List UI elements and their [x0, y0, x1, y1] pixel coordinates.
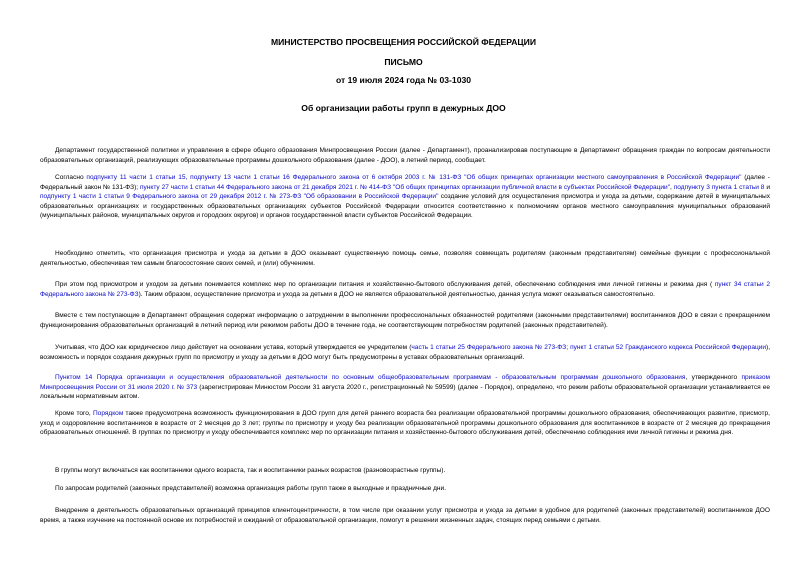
paragraph-10: По запросам родителей (законных представителей) возможна организация работы групп также в выходные и праздничные дни. — [55, 485, 447, 492]
text-run: Учитывая, что ДОО как юридическое лицо действует на основании устава, который утверждается ее учредителем ( — [55, 344, 412, 351]
document-title: Об организации работы групп в дежурных ДОО — [301, 103, 506, 113]
document-date-number: от 19 июля 2024 года № 03-1030 — [335, 75, 472, 85]
law-link[interactable]: пункту 27 части 1 статьи 44 Федерального закона от 21 декабря 2021 г. № 414-ФЗ "Об общих принципах организации публичной власти в субъектах Российской Федерации" — [139, 183, 671, 191]
document-type: ПИСЬМО — [384, 57, 423, 67]
law-link[interactable]: пункт 34 статьи 2 Федерального закона № 273-ФЗ — [40, 281, 770, 298]
law-link[interactable]: подпункту 3 пункта 1 статьи 8 — [673, 183, 765, 191]
text-run: (зарегистрирован Минюстом России 31 августа 2020 г., регистрационный № 59599) (далее - Порядок), определено, что режим работы образовательной организации устанавливается ее локальным нормативным актом. — [40, 383, 770, 400]
text-run: ), возможность и порядок создания дежурных групп по присмотру и уходу за детьми в ДОО могут быть предусмотрены в уставах образовательных организаций. — [40, 344, 771, 361]
paragraph-3: Необходимо отметить, что организация присмотра и ухода за детьми в ДОО оказывает существенную помощь семье, позволяя совмещать родителям (законным представителям) семейные функции с профессиональной деятельностью, обеспечивая тем самым благосостояние своих семей, и (или) обучением. — [40, 250, 770, 267]
paragraph-7 — [40, 373, 770, 402]
paragraph-2 — [40, 173, 770, 221]
paragraph-5: Вместе с тем поступающие в Департамент обращения содержат информацию о затруднении в выполнении профессиональных обязанностей родителями (законными представителями) воспитанников ДОО в связи с прекращением функционирования образовательных организаций в летний период или режимом работы ДОО в течение года, не соответствующим потребностям родителей (законных представителей). — [40, 312, 770, 329]
law-link[interactable]: Пунктом 14 Порядка организации и осуществления образовательной деятельности по основным общеобразовательным программам - образовательным программам дошкольного образования — [55, 374, 686, 381]
ministry-heading: МИНИСТЕРСТВО ПРОСВЕЩЕНИЯ РОССИЙСКОЙ ФЕДЕРАЦИИ — [270, 37, 537, 47]
law-link[interactable]: Порядком — [92, 410, 124, 417]
paragraph-6 — [40, 343, 770, 362]
text-run: , утвержденного — [685, 374, 742, 381]
paragraph-4 — [40, 280, 770, 299]
text-run: Кроме того, — [55, 410, 93, 417]
paragraph-11: Внедрение в деятельность образовательных организаций принципов клиентоцентричности, в том числе при оказании услуг присмотра и ухода за детьми в удобное для родителей (законных представителей) воспитанников ДОО время, а также изучение на постоянной основе их потребностей и ожиданий от образовательной организации, помогут в решении жизненных задач, стоящих перед семьями с детьми. — [40, 507, 770, 524]
text-run: (далее - Федеральный закон № 131-ФЗ); — [40, 174, 770, 191]
paragraph-9: В группы могут включаться как воспитанники одного возраста, так и воспитанники разных возрастов (разновозрастные группы). — [55, 467, 446, 474]
text-run: ). Таким образом, осуществление присмотра и ухода за детьми в ДОО не является образовательной деятельностью, данная услуга может оказываться самостоятельно. — [138, 290, 655, 298]
law-link[interactable]: подпункту 11 части 1 статьи 15, подпункту 13 части 1 статьи 16 Федерального закона от 6 октября 2003 г. № 131-ФЗ "Об общих принципах организации местного самоуправления в Российской Федерации" — [86, 174, 742, 181]
text-run: также предусмотрена возможность функционирования в ДОО групп для детей раннего возраста без реализации образовательной программы дошкольного образования, обеспечивающих развитие, присмотр, уход и оздоровление воспитанников в возрасте от 2 месяцев до 3 лет; группы по присмотру и уходу без реализации образовательной программы дошкольного образования для воспитанников в возрасте от 2 месяцев до прекращения образовательных отношений. В группах по присмотру и уходу обеспечивается комплекс мер по организации питания и хозяйственно-бытового обслуживания детей, обеспечению соблюдения ими личной гигиены и режима дня. — [40, 410, 770, 436]
law-link[interactable]: подпункту 1 части 1 статьи 9 Федерального закона от 29 декабря 2012 г. № 273-ФЗ "Об образовании в Российской Федерации" — [40, 193, 439, 200]
law-link[interactable]: пункт 1 статьи 52 Гражданского кодекса Российской Федерации — [570, 344, 767, 351]
text-run: и — [764, 183, 770, 191]
paragraph-1: Департамент государственной политики и управления в сфере общего образования Минпросвещения России (далее - Департамент), проанализировав поступающие в Департамент обращения граждан по вопросам деятельности образовательных организаций, реализующих образовательные программы дошкольного образования (далее - ДОО), в летний период, сообщает. — [40, 147, 770, 164]
paragraph-8 — [40, 409, 770, 438]
text-run: , — [670, 183, 674, 191]
text-run: ; — [566, 344, 571, 351]
text-run: Согласно — [55, 174, 87, 181]
law-link[interactable]: приказом Минпросвещения России от 31 июля 2020 г. № 373 — [40, 374, 770, 391]
law-link[interactable]: часть 1 статьи 25 Федерального закона № 273-ФЗ — [411, 344, 567, 351]
text-run: создание условий для осуществления присмотра и ухода за детьми, содержание детей в муниципальных образовательных организациях и государственных образовательных организациях субъектов Российской Федерации относится соответственно к полномочиям органов местного самоуправления муниципальных образований (муниципальных районов, муниципальных округов и городских округов) и органов государственной власти субъектов Российской Федерации. — [40, 193, 770, 219]
text-run: При этом под присмотром и уходом за детьми понимается комплекс мер по организации питания и хозяйственно-бытового обслуживания детей, обеспечению соблюдения ими личной гигиены и режима дня ( — [55, 281, 715, 288]
